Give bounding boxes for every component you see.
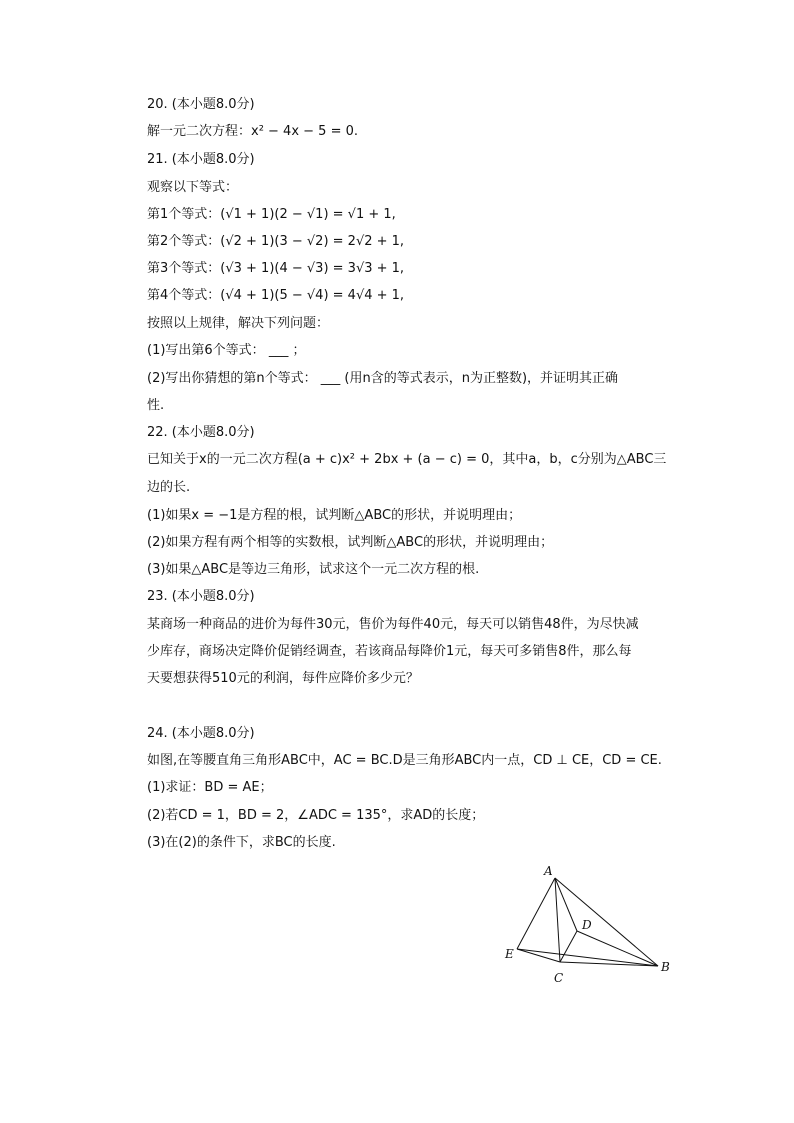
- q24-line-2: (1)求证：BD = AE；: [147, 780, 273, 795]
- label-C: C: [554, 971, 564, 985]
- q23-line-1: 某商场一种商品的进价为每件30元，售价为每件40元，每天可以销售48件，为尽快减: [147, 617, 639, 632]
- q24-header: 24. (本小题8.0分): [147, 726, 255, 741]
- label-D: D: [582, 918, 592, 932]
- q21-header: 21. (本小题8.0分): [147, 152, 255, 167]
- q21-line-8: (2)写出你猜想的第n个等式： ___ (用n含的等式表示，n为正整数)，并证明其正确: [147, 371, 619, 386]
- q23-line-3: 天要想获得510元的利润，每件应降价多少元？: [147, 671, 419, 686]
- q20-line-1: 解一元二次方程：x² − 4x − 5 = 0.: [147, 124, 359, 139]
- q21-line-6: 按照以上规律，解决下列问题：: [147, 316, 330, 331]
- q24-line-4: (3)在(2)的条件下，求BC的长度.: [147, 835, 336, 850]
- q22-line-5: (3)如果△ABC是等边三角形，试求这个一元二次方程的根.: [147, 562, 480, 577]
- q23-line-2: 少库存，商场决定降价促销经调查，若该商品每降价1元，每天可多销售8件，那么每: [147, 644, 632, 659]
- q23-header: 23. (本小题8.0分): [147, 589, 255, 604]
- q21-line-1: 观察以下等式：: [147, 180, 239, 195]
- triangle-diagram: [498, 858, 688, 988]
- q22-line-2: 边的长.: [147, 480, 191, 495]
- segment-AC: [555, 878, 560, 962]
- q22-line-4: (2)如果方程有两个相等的实数根，试判断△ABC的形状，并说明理由；: [147, 535, 554, 550]
- q24-line-3: (2)若CD = 1，BD = 2，∠ADC = 135°，求AD的长度；: [147, 808, 485, 823]
- label-E: E: [505, 947, 514, 961]
- q21-line-3: 第2个等式：(√2 + 1)(3 − √2) = 2√2 + 1,: [147, 234, 405, 249]
- q20-header: 20. (本小题8.0分): [147, 97, 255, 112]
- q24-line-1: 如图,在等腰直角三角形ABC中，AC = BC.D是三角形ABC内一点，CD ⊥ CE，CD = CE.: [147, 753, 662, 768]
- q22-line-1: 已知关于x的一元二次方程(a + c)x² + 2bx + (a − c) = 0，其中a，b，c分别为△ABC三: [147, 452, 667, 467]
- q21-line-5: 第4个等式：(√4 + 1)(5 − √4) = 4√4 + 1,: [147, 288, 405, 303]
- q21-line-7: (1)写出第6个等式： ___ ；: [147, 343, 306, 358]
- segment-AE: [517, 878, 555, 949]
- q21-line-4: 第3个等式：(√3 + 1)(4 − √3) = 3√3 + 1,: [147, 261, 405, 276]
- q21-line-9: 性.: [147, 398, 165, 413]
- segment-AB: [555, 878, 658, 966]
- label-B: B: [661, 960, 670, 974]
- q21-line-2: 第1个等式：(√1 + 1)(2 − √1) = √1 + 1,: [147, 207, 396, 222]
- triangle-figure: [498, 858, 688, 988]
- q22-line-3: (1)如果x = −1是方程的根，试判断△ABC的形状，并说明理由；: [147, 508, 522, 523]
- segment-AD: [555, 878, 577, 931]
- label-A: A: [544, 864, 553, 878]
- q22-header: 22. (本小题8.0分): [147, 425, 255, 440]
- segment-EC: [517, 949, 560, 962]
- segment-CD: [560, 931, 577, 962]
